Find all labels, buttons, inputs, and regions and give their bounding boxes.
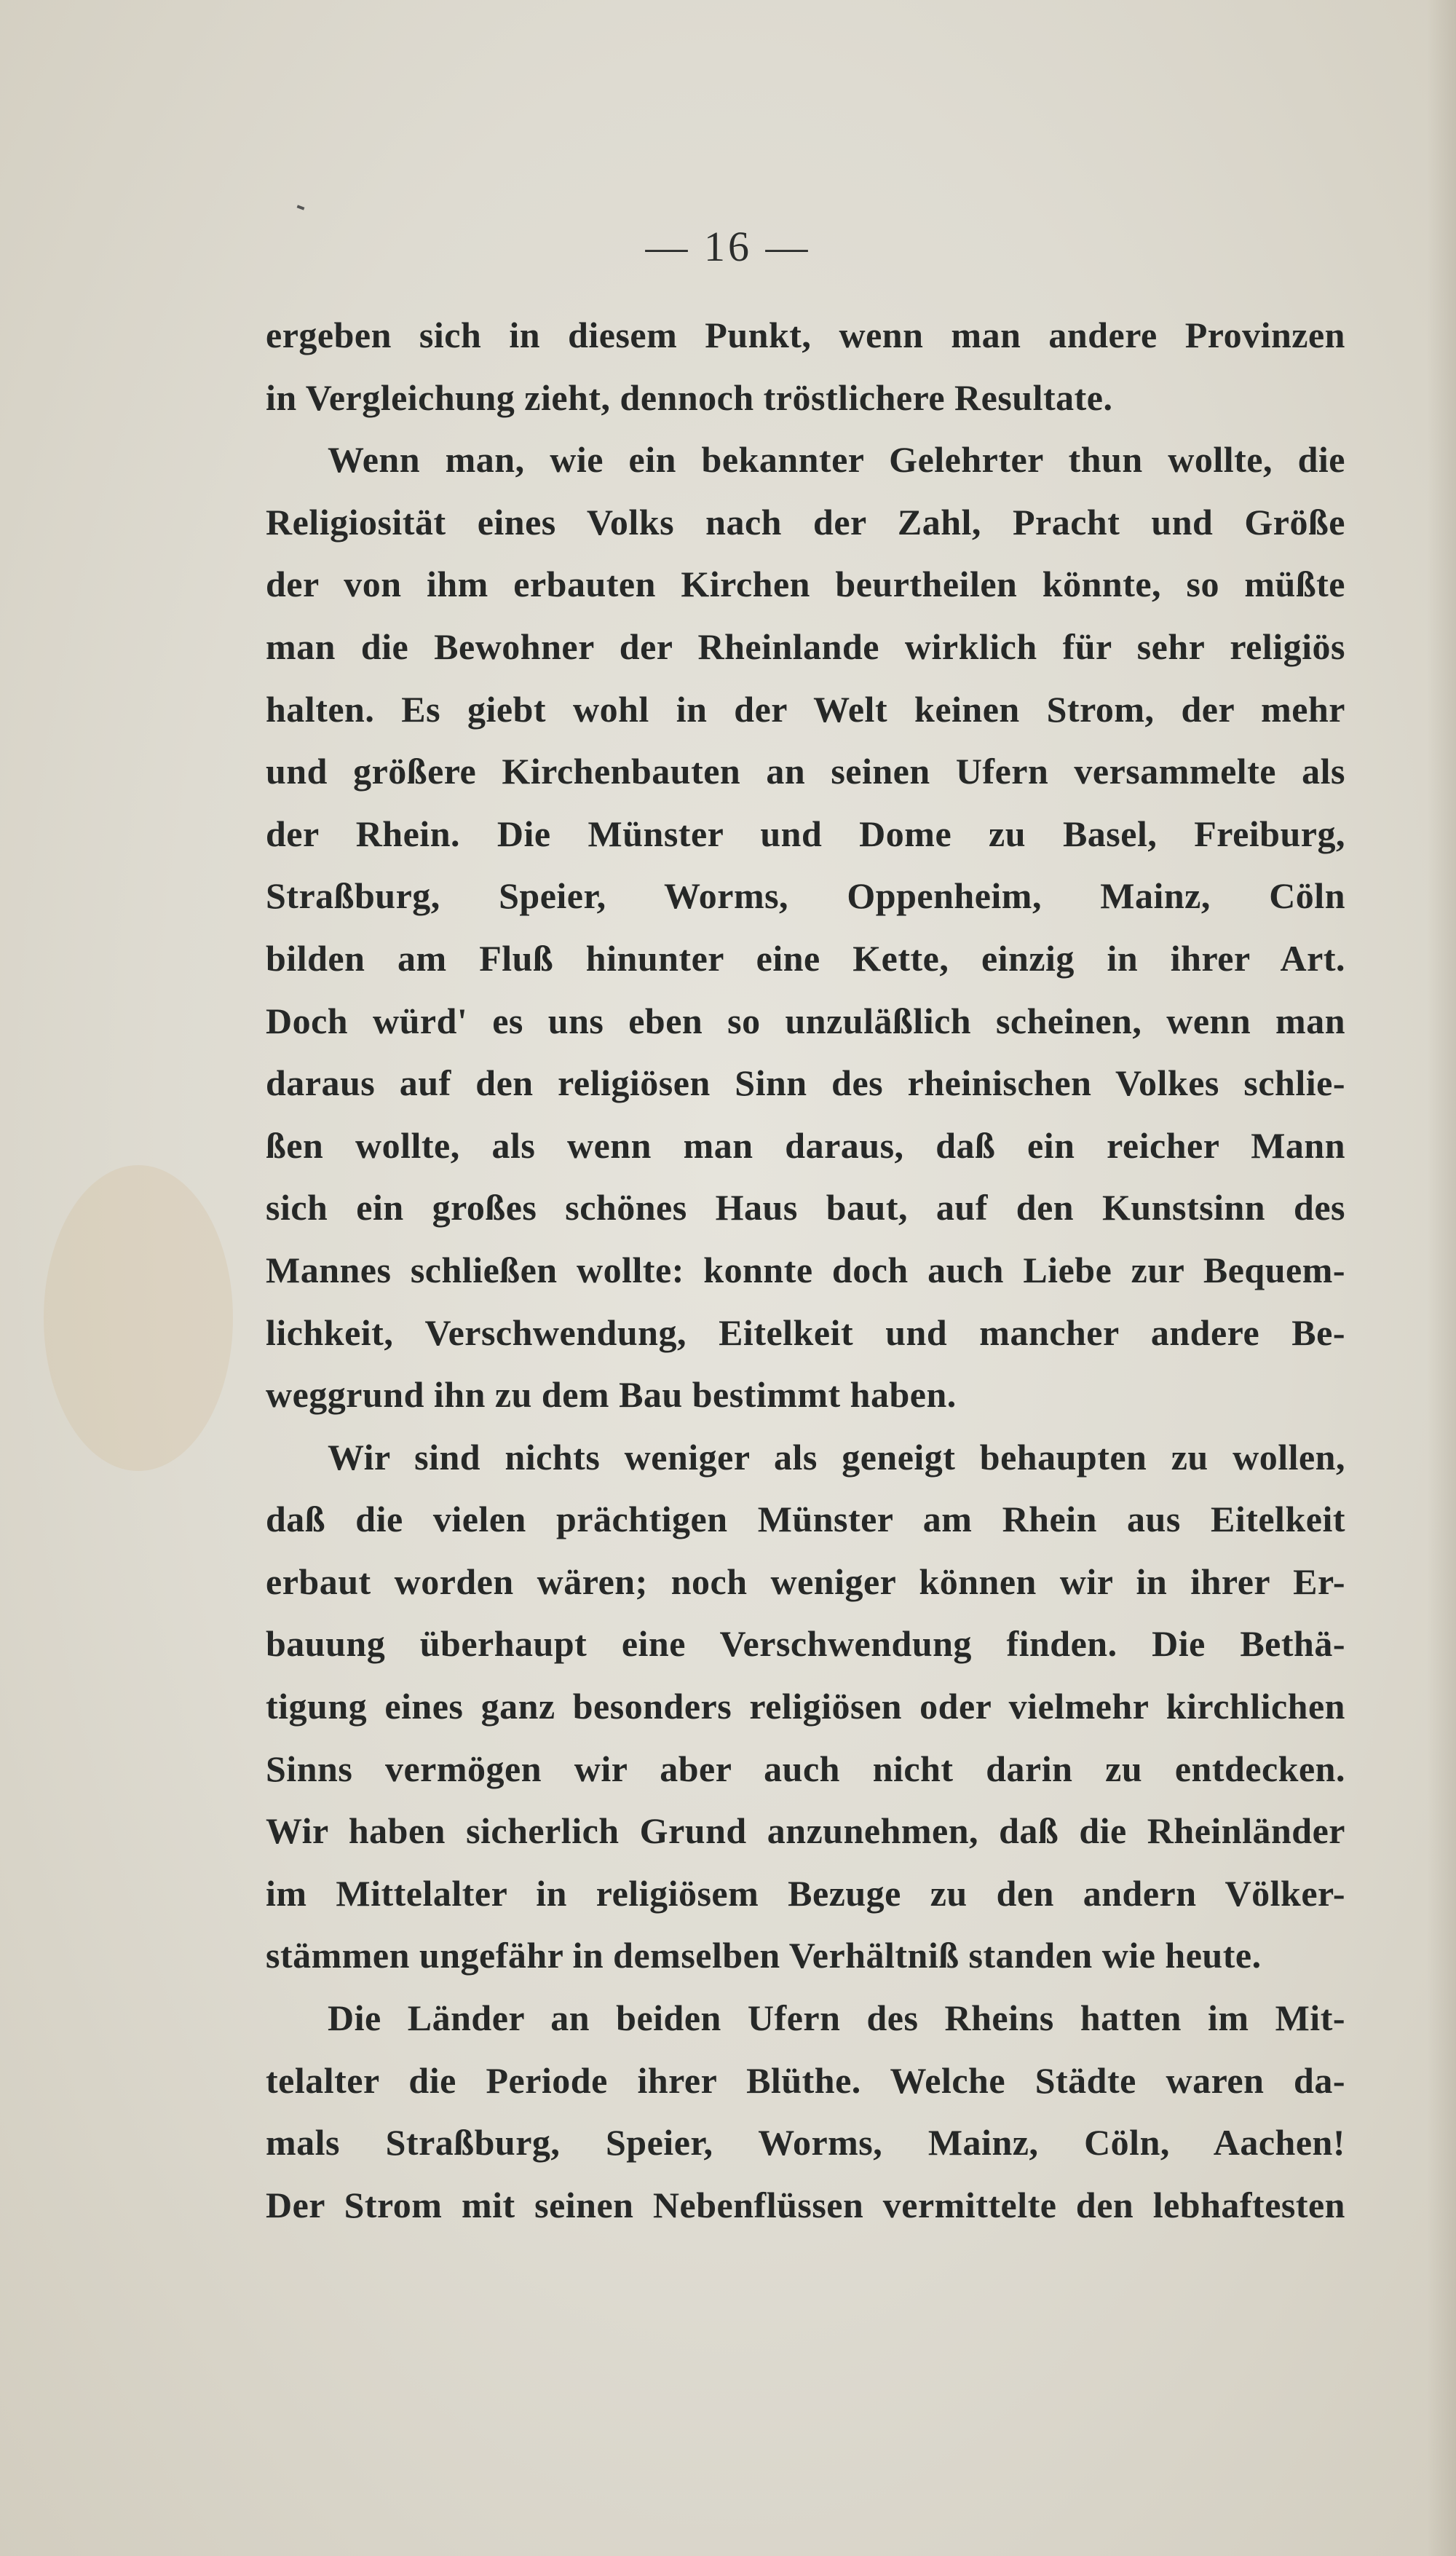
body-text <box>266 304 1345 2236</box>
text-line: bauung überhaupt eine Verschwendung finden. Die Bethä- <box>266 1623 1345 1665</box>
text-line: Wenn man, wie ein bekannter Gelehrter thun wollte, die <box>328 439 1345 481</box>
text-line: telalter die Periode ihrer Blüthe. Welche Städte waren da- <box>266 2059 1345 2101</box>
text-line: weggrund ihn zu dem Bau bestimmt haben. <box>266 1374 957 1416</box>
page-edge-shadow <box>1427 0 1456 2556</box>
paragraph <box>266 304 1345 429</box>
text-line: erbaut worden wären; noch weniger können wir in ihrer Er- <box>266 1561 1345 1602</box>
paragraph <box>266 1987 1345 2236</box>
text-line: ßen wollte, als wenn man daraus, daß ein reicher Mann <box>266 1124 1345 1166</box>
text-line: Der Strom mit seinen Nebenflüssen vermittelte den lebhaftesten <box>266 2184 1345 2225</box>
text-line: im Mittelalter in religiösem Bezuge zu den andern Völker- <box>266 1872 1345 1914</box>
text-line: halten. Es giebt wohl in der Welt keinen Strom, der mehr <box>266 688 1345 730</box>
paragraph <box>266 429 1345 1427</box>
text-line: Wir haben sicherlich Grund anzunehmen, daß die Rheinländer <box>266 1810 1345 1852</box>
text-line: sich ein großes schönes Haus baut, auf den Kunstsinn des <box>266 1187 1345 1228</box>
text-line: der Rhein. Die Münster und Dome zu Basel, Freiburg, <box>266 813 1345 854</box>
text-line: stämmen ungefähr in demselben Verhältniß standen wie heute. <box>266 1935 1262 1976</box>
text-line: man die Bewohner der Rheinlande wirklich für sehr religiös <box>266 626 1345 667</box>
text-line: mals Straßburg, Speier, Worms, Mainz, Cöln, Aachen! <box>266 2122 1345 2163</box>
text-line: Mannes schließen wollte: konnte doch auch Liebe zur Bequem- <box>266 1249 1345 1290</box>
text-line: daß die vielen prächtigen Münster am Rhein aus Eitelkeit <box>266 1499 1345 1540</box>
text-line: Sinns vermögen wir aber auch nicht darin zu entdecken. <box>266 1748 1345 1789</box>
page-number: — 16 — <box>645 223 811 270</box>
text-line: daraus auf den religiösen Sinn des rheinischen Volkes schlie- <box>266 1062 1345 1104</box>
text-line: Doch würd' es uns eben so unzuläßlich scheinen, wenn man <box>266 1000 1345 1041</box>
text-line: lichkeit, Verschwendung, Eitelkeit und mancher andere Be- <box>266 1311 1345 1353</box>
text-line: der von ihm erbauten Kirchen beurtheilen könnte, so müßte <box>266 564 1345 605</box>
paper-stain <box>44 1165 233 1471</box>
text-line: und größere Kirchenbauten an seinen Ufern versammelte als <box>266 751 1345 792</box>
text-line: Die Länder an beiden Ufern des Rheins hatten im Mit- <box>328 1997 1345 2039</box>
text-line: in Vergleichung zieht, dennoch tröstlichere Resultate. <box>266 376 1113 418</box>
text-line: Straßburg, Speier, Worms, Oppenheim, Mainz, Cöln <box>266 875 1345 917</box>
text-line: ergeben sich in diesem Punkt, wenn man andere Provinzen <box>266 315 1345 355</box>
text-line: Religiosität eines Volks nach der Zahl, Pracht und Größe <box>266 501 1345 543</box>
text-line: Wir sind nichts weniger als geneigt behaupten zu wollen, <box>328 1436 1345 1478</box>
ink-mark <box>297 205 305 210</box>
paragraph <box>266 1427 1345 1987</box>
text-line: bilden am Fluß hinunter eine Kette, einzig in ihrer Art. <box>266 937 1345 979</box>
text-line: tigung eines ganz besonders religiösen oder vielmehr kirchlichen <box>266 1686 1345 1727</box>
